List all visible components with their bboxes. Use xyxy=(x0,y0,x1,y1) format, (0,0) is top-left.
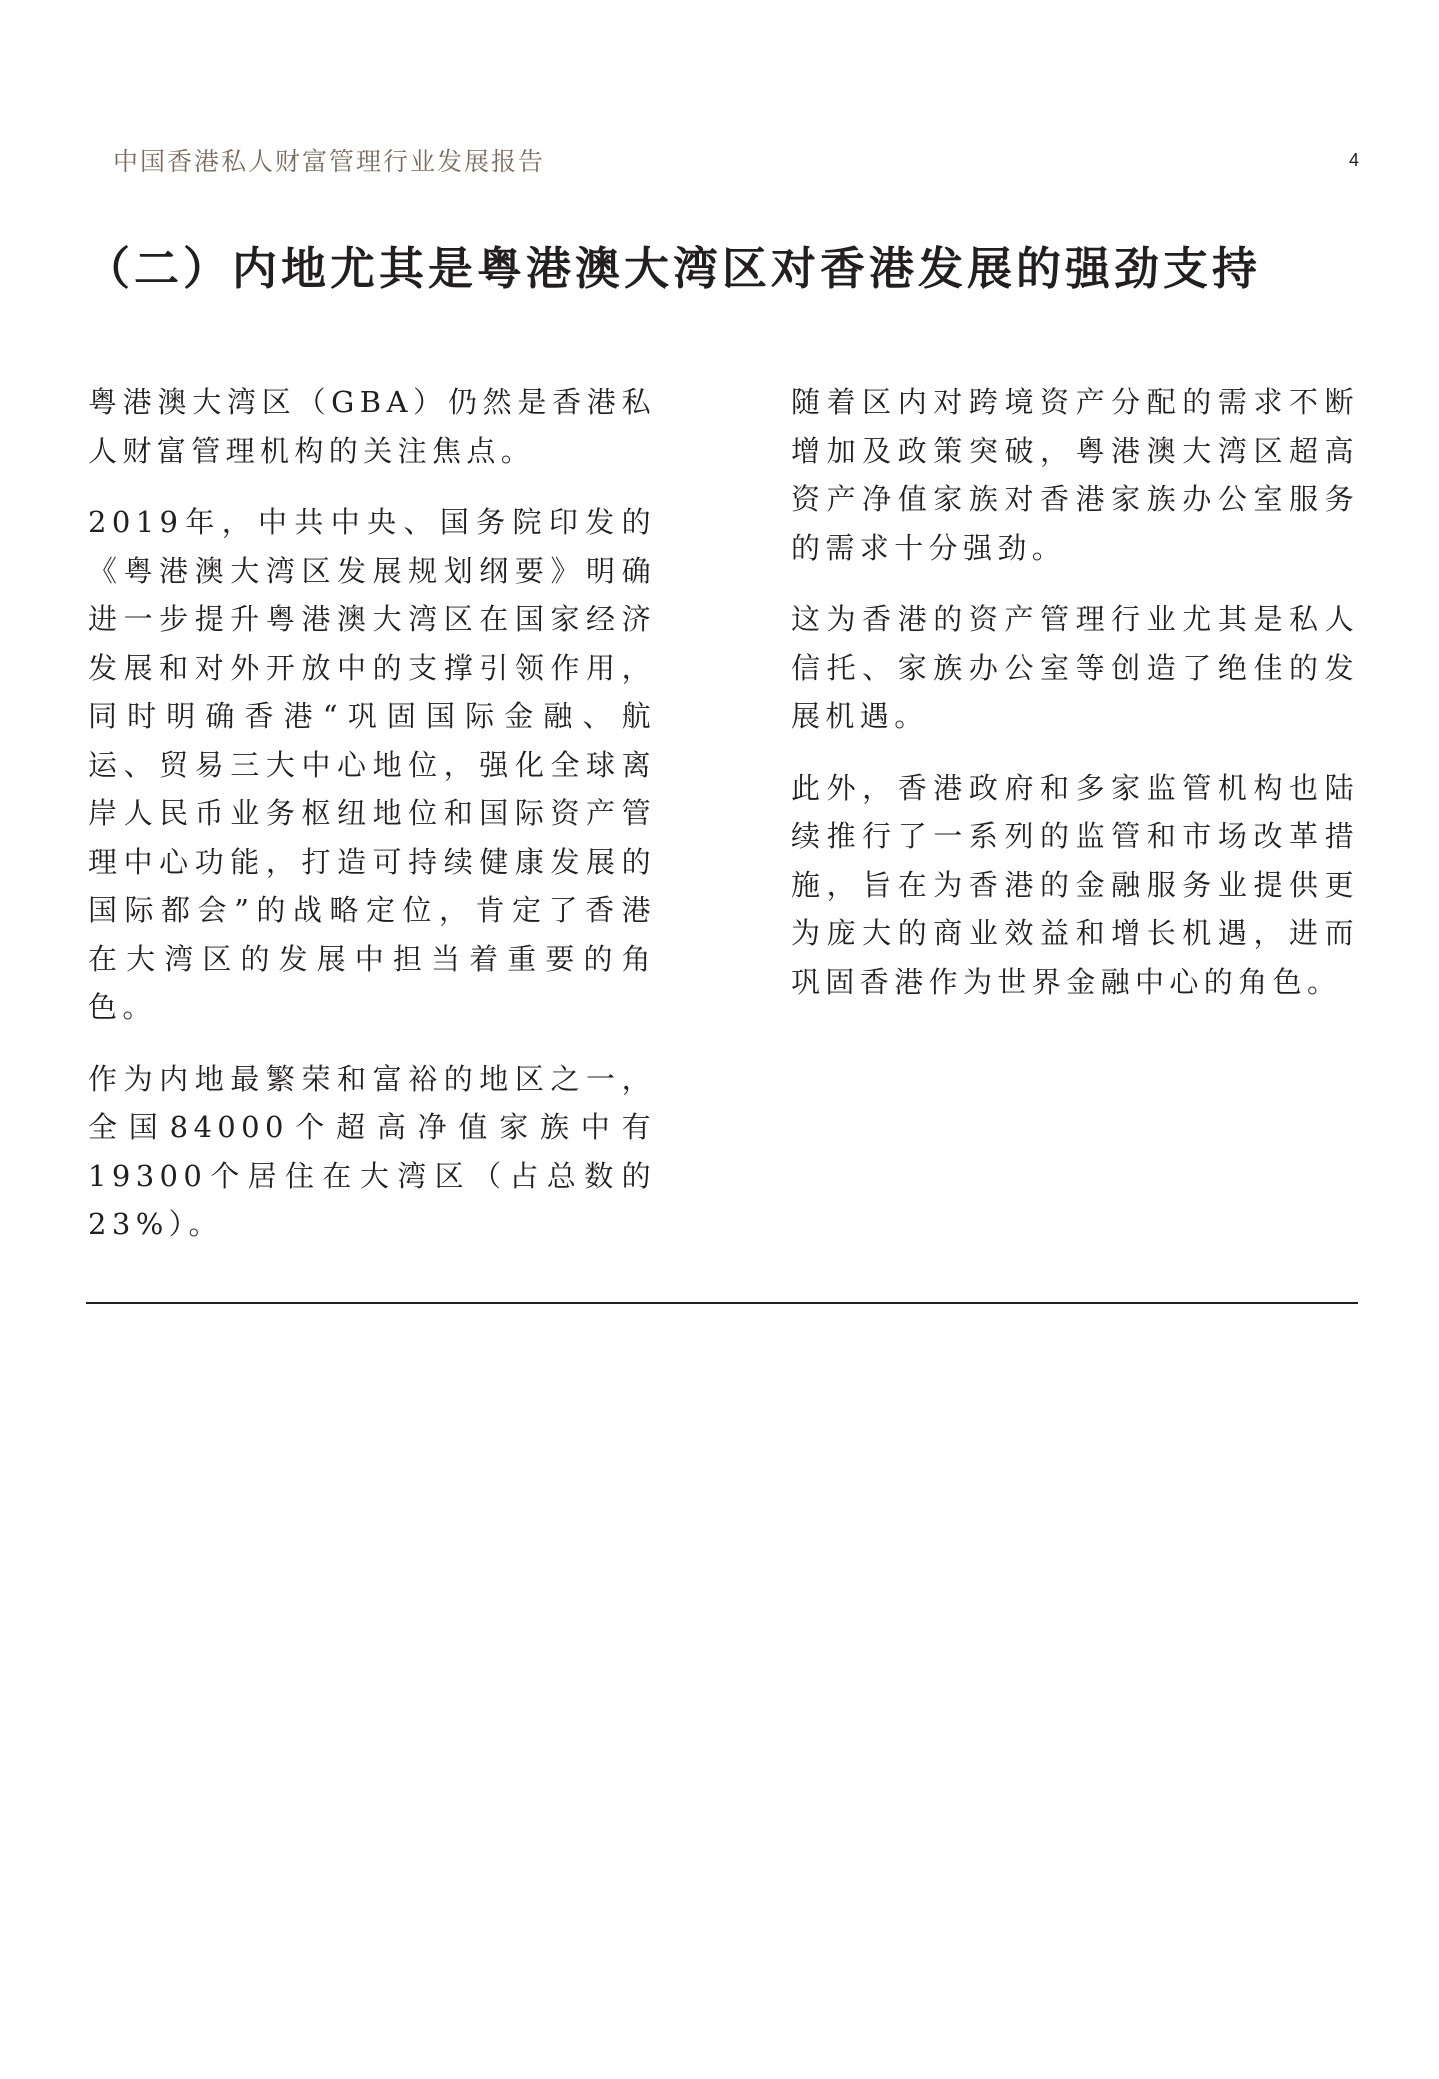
paragraph: 此外，香港政府和多家监管机构也陆续推行了一系列的监管和市场改革措施，旨在为香港的金融服务业提供更为庞大的商业效益和增长机遇，进而巩固香港作为世界金融中心的角色。 xyxy=(791,770,1359,999)
paragraph: 作为内地最繁荣和富裕的地区之一，全国84000个超高净值家族中有19300个居住在大湾区（占总数的23%）。 xyxy=(88,1061,656,1241)
divider-rule xyxy=(86,1302,1358,1304)
running-header: 中国香港私人财富管理行业发展报告 xyxy=(113,147,546,176)
paragraph: 随着区内对跨境资产分配的需求不断增加及政策突破，粤港澳大湾区超高资产净值家族对香港家族办公室服务的需求十分强劲。 xyxy=(791,385,1359,565)
right-column xyxy=(791,378,1359,1029)
paragraph: 这为香港的资产管理行业尤其是私人信托、家族办公室等创造了绝佳的发展机遇。 xyxy=(791,602,1359,733)
paragraph: 粤港澳大湾区（GBA）仍然是香港私人财富管理机构的关注焦点。 xyxy=(88,385,656,468)
page-number: 4 xyxy=(1348,150,1359,170)
paragraph: 2019年，中共中央、国务院印发的《粤港澳大湾区发展规划纲要》明确进一步提升粤港澳大湾区在国家经济发展和对外开放中的支撑引领作用，同时明确香港“巩固国际金融、航运、贸易三大中心地位，强化全球离岸人民币业务枢纽地位和国际资产管理中心功能，打造可持续健康发展的国际都会”的战略定位，肯定了香港在大湾区的发展中担当着重要的角色。 xyxy=(88,505,656,1024)
left-column xyxy=(88,378,656,1272)
section-title: （二）内地尤其是粤港澳大湾区对香港发展的强劲支持 xyxy=(85,242,1262,295)
